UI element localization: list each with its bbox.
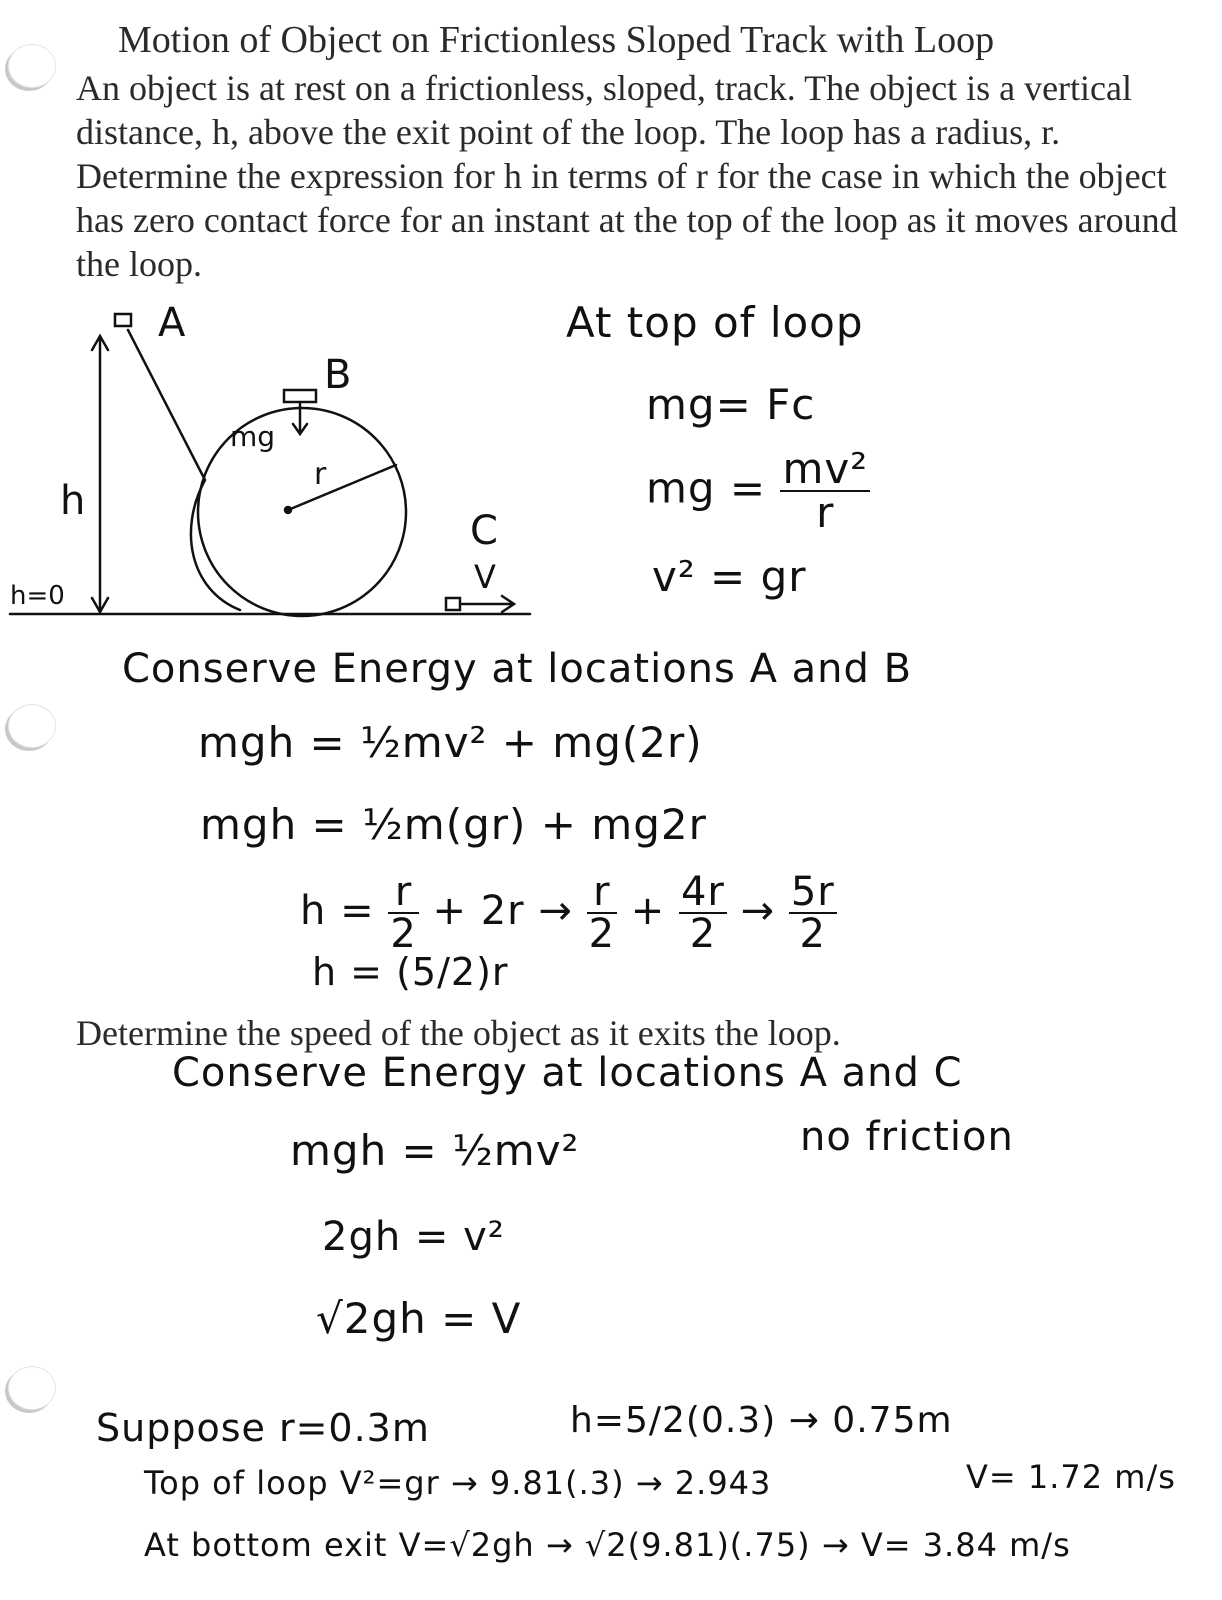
example-top-calc: Top of loop V²=gr → 9.81(.3) → 2.943: [144, 1464, 772, 1502]
energy-ac-eq-1: mgh = ½mv²: [290, 1126, 580, 1175]
object-at-C: [446, 598, 460, 610]
example-top-result: V= 1.72 m/s: [966, 1458, 1176, 1496]
example-h-calc: h=5/2(0.3) → 0.75m: [570, 1400, 953, 1441]
track-loop-diagram: [0, 300, 560, 630]
top-of-loop-heading: At top of loop: [566, 298, 864, 347]
energy-ab-eq-1: mgh = ½mv² + mg(2r): [198, 718, 703, 767]
energy-ab-eq-3: h = $\frac{r}{2}$ + 2r → $\frac{r}{2}$ + $\frac{4r}{2}$ → $\frac{5r}{2}$: [300, 869, 835, 957]
no-friction-note: no friction: [800, 1114, 1014, 1160]
binder-hole-top: [8, 44, 56, 88]
energy-ac-eq-3: √2gh = V: [316, 1294, 522, 1343]
label-mg: mg: [230, 420, 276, 453]
label-v: V: [474, 558, 496, 596]
example-bottom-calc: At bottom exit V=√2gh → √2(9.81)(.75) → V= 3.84 m/s: [144, 1526, 1071, 1564]
top-eq-1: mg= Fc: [646, 380, 816, 429]
object-at-A: [115, 314, 131, 326]
radius-line: [288, 465, 396, 510]
problem-statement: An object is at rest on a frictionless, sloped, track. The object is a vertical distance, h, above the exit point of the loop. The loop has a radius, r. Determine the expression for h in terms of r for the case in which the object has zero contact force for an instant at the top of the loop as it moves around the loop.: [76, 68, 1178, 284]
energy-ac-eq-2: 2gh = v²: [322, 1214, 505, 1260]
energy-ab-eq-2: mgh = ½m(gr) + mg2r: [200, 800, 707, 849]
example-suppose: Suppose r=0.3m: [96, 1406, 430, 1450]
label-h0: h=0: [10, 581, 65, 611]
binder-hole-middle: [8, 704, 56, 748]
label-h: h: [60, 478, 86, 524]
object-at-B: [284, 390, 316, 402]
label-B: B: [324, 352, 352, 398]
label-r: r: [314, 457, 327, 492]
binder-hole-bottom: [8, 1366, 56, 1410]
top-eq-2: mg = $\frac{\text{mv²}}{r}$: [646, 444, 869, 537]
label-A: A: [158, 300, 186, 346]
sloped-track: [128, 330, 240, 610]
label-C: C: [470, 508, 498, 554]
energy-ac-heading: Conserve Energy at locations A and C: [172, 1050, 963, 1096]
question-2: Determine the speed of the object as it exits the loop.: [76, 1013, 841, 1053]
top-eq-3: v² = gr: [652, 552, 807, 601]
page-title: Motion of Object on Frictionless Sloped Track with Loop: [118, 19, 995, 61]
energy-ab-eq-4: h = (5/2)r: [312, 950, 509, 994]
energy-ab-heading: Conserve Energy at locations A and B: [122, 646, 913, 692]
